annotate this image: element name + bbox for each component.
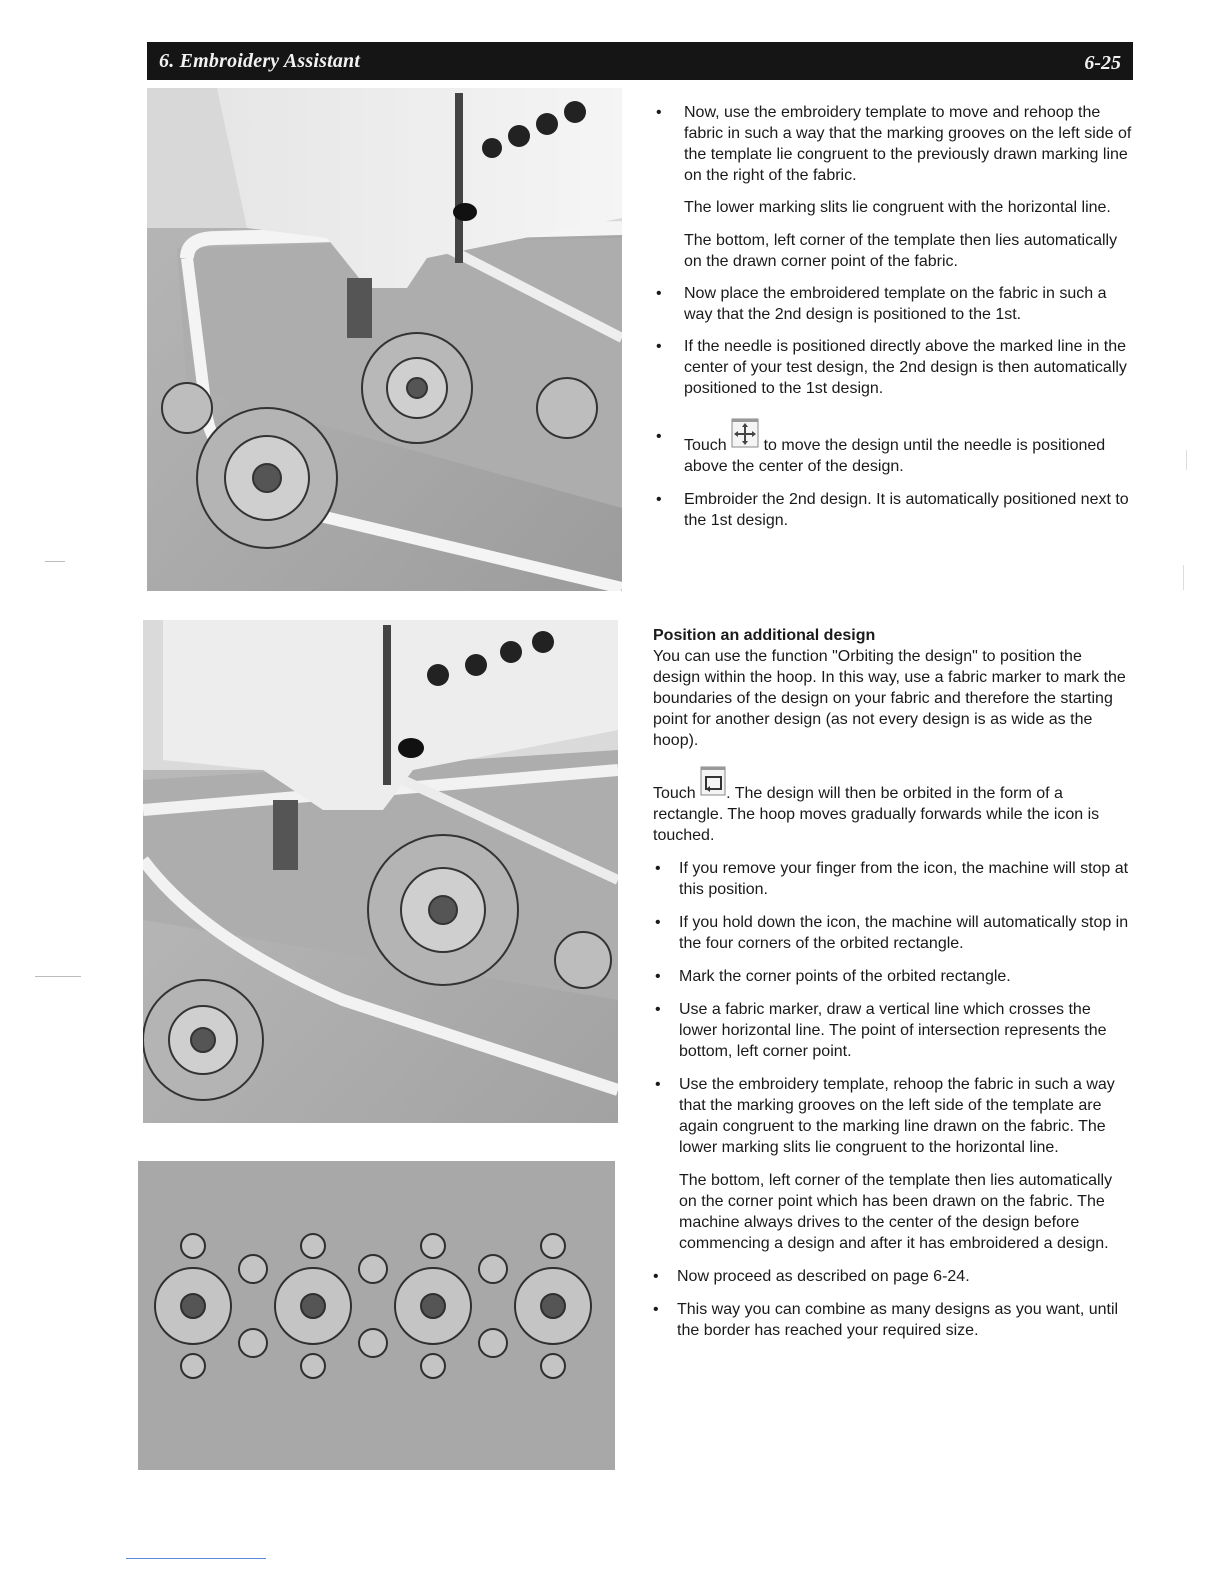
list-item <box>654 102 1134 186</box>
lower-bullet-2: If you hold down the icon, the machine will automatically stop in the four corners of the orbited rectangle. <box>679 914 1129 952</box>
bullet-dot: • <box>656 338 662 355</box>
touch-label: Touch <box>653 785 696 802</box>
bullet-dot: • <box>655 914 661 931</box>
list-item <box>653 999 1133 1062</box>
lower-instructions <box>653 625 1133 1341</box>
margin-mark <box>1183 565 1184 590</box>
upper-para-2: The bottom, left corner of the template then lies automatically on the drawn corner point of the fabric. <box>684 232 1118 270</box>
bullet-dot: • <box>653 1301 659 1318</box>
list-item <box>654 489 1134 531</box>
touch-label: Touch <box>684 437 727 454</box>
upper-bullet-4 <box>684 426 1134 477</box>
bullet-dot: • <box>655 860 661 877</box>
upper-para-1: The lower marking slits lie congruent with the horizontal line. <box>684 199 1111 216</box>
bullet-dot: • <box>656 491 662 508</box>
list-item <box>653 1074 1133 1158</box>
upper-bullet-3: If the needle is positioned directly above the marked line in the center of your test design, the 2nd design is then automatically positioned to the 1st design. <box>684 338 1127 397</box>
margin-mark <box>35 976 81 977</box>
list-item <box>653 912 1133 954</box>
move-design-icon[interactable] <box>731 426 759 452</box>
lower-bullet-7: This way you can combine as many designs as you want, until the border has reached your required size. <box>677 1301 1119 1339</box>
chapter-title: 6. Embroidery Assistant <box>159 50 361 72</box>
margin-mark <box>45 561 65 562</box>
upper-bullet-2: Now place the embroidered template on the fabric in such a way that the 2nd design is positioned to the 1st. <box>684 285 1107 323</box>
lower-bullet-4: Use a fabric marker, draw a vertical line which crosses the lower horizontal line. The point of intersection represents the bottom, left corner point. <box>679 1001 1107 1060</box>
photo-embroidered-border <box>138 1161 615 1470</box>
bullet-dot: • <box>656 285 662 302</box>
lower-paragraph <box>653 1170 1133 1254</box>
upper-bullet-5: Embroider the 2nd design. It is automatically positioned next to the 1st design. <box>684 491 1129 529</box>
chapter-header <box>147 42 1133 80</box>
touch-paragraph <box>653 774 1133 846</box>
photo-machine-embroidering-1 <box>147 88 622 591</box>
lower-bullet-1: If you remove your finger from the icon, the machine will stop at this position. <box>679 860 1129 898</box>
upper-paragraph <box>654 197 1134 218</box>
list-item <box>653 1266 1133 1287</box>
upper-instructions <box>654 102 1134 531</box>
list-item <box>654 283 1134 325</box>
list-item <box>654 336 1134 399</box>
bullet-dot: • <box>655 1001 661 1018</box>
lower-bullet-5: Use the embroidery template, rehoop the fabric in such a way that the marking grooves on the left side of the template are again congruent to the marking line drawn on the fabric. The lower marking slits lie congruent to the horizontal line. <box>679 1076 1115 1156</box>
lower-bullet-3: Mark the corner points of the orbited rectangle. <box>679 968 1011 985</box>
orbit-design-icon[interactable] <box>700 774 726 800</box>
bullet-dot: • <box>653 1268 659 1285</box>
upper-paragraph <box>654 230 1134 272</box>
photo-machine-embroidering-2 <box>143 620 618 1123</box>
bullet-dot: • <box>656 428 662 445</box>
lower-bullet-6: Now proceed as described on page 6-24. <box>677 1268 970 1285</box>
footer-rule <box>126 1558 266 1559</box>
lower-para-1: The bottom, left corner of the template then lies automatically on the corner point which has been drawn on the fabric. The machine always drives to the center of the design before commencing a design and after it has embroidered a design. <box>679 1172 1113 1252</box>
intro-paragraph: You can use the function "Orbiting the design" to position the design within the hoop. In this way, use a fabric marker to mark the boundaries of the design on your fabric and therefore the starting point for another design (as not every design is as wide as the hoop). <box>653 648 1126 749</box>
bullet-dot: • <box>656 104 662 121</box>
bullet-dot: • <box>655 968 661 985</box>
list-item <box>653 858 1133 900</box>
page-number: 6-25 <box>1084 52 1121 74</box>
move-description: to move the design until the needle is positioned above the center of the design. <box>684 437 1106 475</box>
section-heading: Position an additional design <box>653 627 876 644</box>
list-item <box>653 1299 1133 1341</box>
lower-list <box>653 858 1133 1341</box>
margin-mark <box>1186 450 1187 470</box>
list-item <box>653 966 1133 987</box>
orbit-description: . The design will then be orbited in the form of a rectangle. The hoop moves gradually forwards while the icon is touched. <box>653 785 1100 844</box>
upper-bullet-1: Now, use the embroidery template to move and rehoop the fabric in such a way that the marking grooves on the left side of the template lie congruent to the previously drawn marking line on the right of the fabric. <box>684 104 1132 184</box>
list-item <box>654 426 1134 477</box>
bullet-dot: • <box>655 1076 661 1093</box>
